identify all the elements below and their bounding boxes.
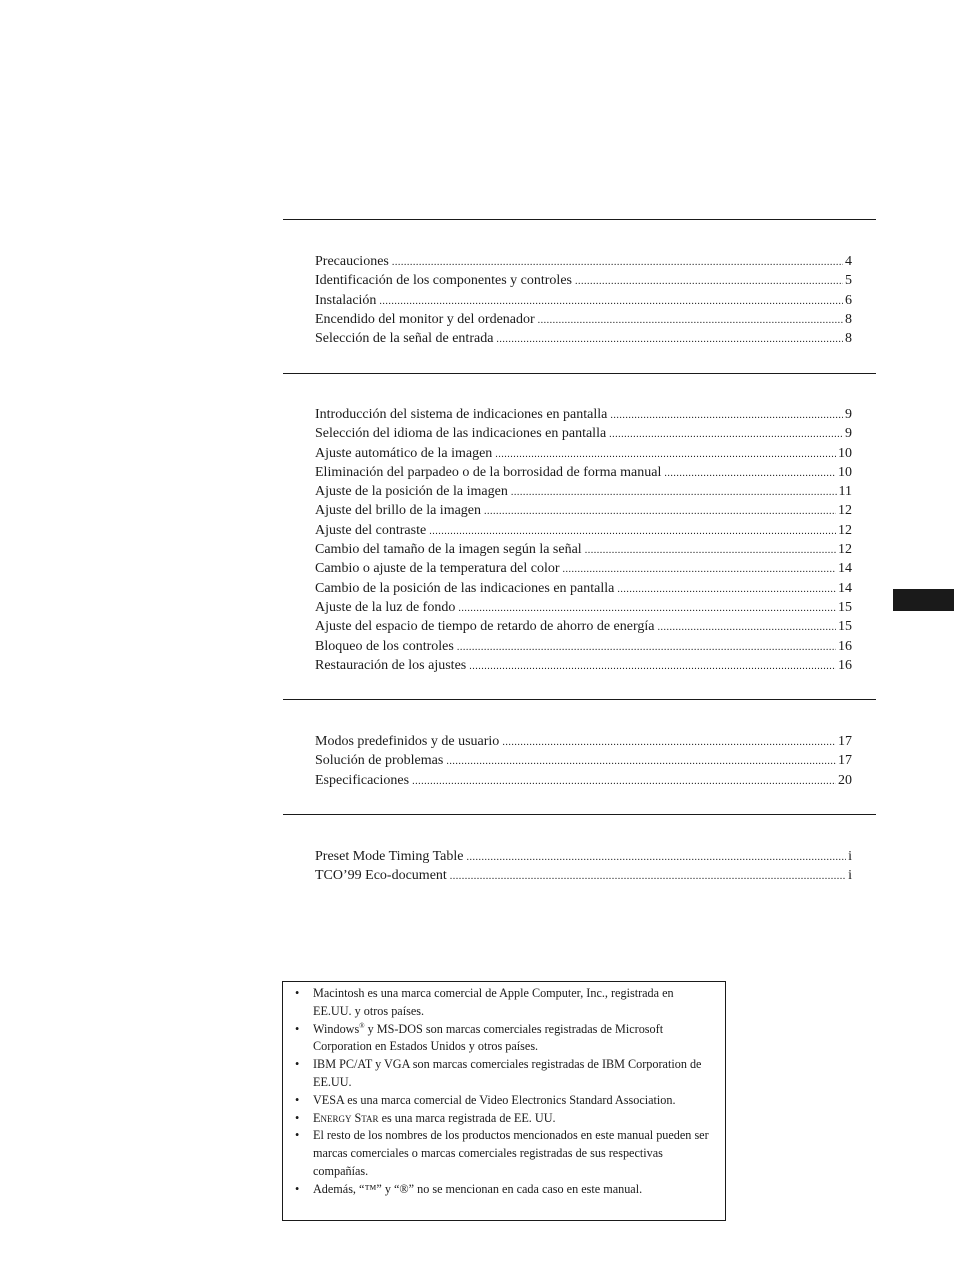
toc-entry-page: 16	[838, 657, 852, 673]
leader-dots	[511, 483, 837, 502]
leader-dots	[585, 541, 836, 560]
toc-entry-label: Ajuste automático de la imagen	[315, 445, 493, 461]
toc-entry-page: 5	[845, 273, 852, 289]
toc-entry-page: 17	[838, 753, 852, 769]
leader-dots	[563, 560, 836, 579]
toc-entry-page: 12	[838, 503, 852, 519]
leader-dots	[575, 272, 843, 291]
toc-entry-label: Cambio del tamaño de la imagen según la señal	[315, 542, 582, 558]
toc-entry-page: 10	[838, 464, 852, 480]
toc-entry[interactable]	[315, 559, 852, 578]
leader-dots	[469, 657, 836, 676]
toc-entry[interactable]	[315, 656, 852, 675]
leader-dots	[457, 638, 836, 657]
toc-entry-page: 10	[838, 445, 852, 461]
toc-entry-label: Ajuste del contraste	[315, 522, 427, 538]
toc-entry-label: Solución de problemas	[315, 753, 444, 769]
toc-entry[interactable]	[315, 732, 852, 751]
toc-entry[interactable]	[315, 482, 852, 501]
leader-dots	[379, 292, 843, 311]
toc-entry[interactable]	[315, 405, 852, 424]
toc-entry-page: 6	[845, 292, 852, 308]
leader-dots	[392, 253, 843, 272]
trademark-item	[287, 985, 711, 1021]
toc-entry[interactable]	[315, 329, 852, 348]
toc-entry-label: Precauciones	[315, 254, 389, 269]
trademark-text-post: y MS-DOS son marcas comerciales registradas de Microsoft Corporation en Estados Unidos y otros países.	[313, 1021, 664, 1054]
toc-entry-page: 15	[838, 619, 852, 635]
leader-dots	[458, 599, 836, 618]
toc-entry[interactable]	[315, 866, 852, 885]
bullet-icon: •	[295, 1057, 300, 1072]
trademark-text-post: es una marca registrada de EE. UU.	[378, 1110, 556, 1125]
toc-entry-label: Restauración de los ajustes	[315, 657, 467, 673]
toc-entry[interactable]	[315, 252, 852, 271]
toc-entry-label: Ajuste del espacio de tiempo de retardo de ahorro de energía	[315, 619, 655, 635]
leader-dots	[610, 406, 843, 425]
bullet-icon: •	[295, 1021, 300, 1036]
leader-dots	[450, 867, 846, 886]
toc-entry-label: Selección de la señal de entrada	[315, 331, 494, 347]
toc-entry-label: TCO’99 Eco-document	[315, 868, 447, 884]
toc-entry[interactable]	[315, 521, 852, 540]
toc-entry[interactable]	[315, 771, 852, 790]
bullet-icon: •	[295, 1128, 300, 1143]
toc-entry[interactable]	[315, 540, 852, 559]
toc-entry-page: 14	[838, 561, 852, 577]
toc-entry-label: Encendido del monitor y del ordenador	[315, 311, 535, 327]
toc-entry-page: 16	[838, 638, 852, 654]
energy-star-name: Energy Star	[313, 1110, 379, 1125]
toc-entry-page: i	[848, 868, 852, 884]
toc-entry-label: Ajuste del brillo de la imagen	[315, 503, 482, 519]
leader-dots	[467, 848, 847, 867]
toc-entry-label: Modos predefinidos y de usuario	[315, 734, 500, 749]
bullet-icon: •	[295, 1110, 300, 1125]
leader-dots	[446, 752, 836, 771]
trademark-text: VESA es una marca comercial de Video Electronics Standard Association.	[313, 1092, 676, 1107]
toc-entry-label: Preset Mode Timing Table	[315, 849, 464, 864]
toc-entry-page: 17	[838, 734, 852, 749]
trademark-text-pre: Windows	[313, 1021, 360, 1036]
toc-entry[interactable]	[315, 310, 852, 329]
leader-dots	[617, 580, 836, 599]
leader-dots	[412, 772, 836, 791]
section-rule-1	[283, 219, 876, 220]
trademark-item	[287, 1181, 711, 1199]
toc-entry[interactable]	[315, 637, 852, 656]
section-rule-3	[283, 699, 876, 700]
toc-entry-page: i	[848, 849, 852, 864]
toc-entry[interactable]	[315, 847, 852, 866]
leader-dots	[429, 522, 836, 541]
toc-entry-label: Selección del idioma de las indicaciones en pantalla	[315, 426, 607, 442]
toc-section-3	[315, 732, 852, 790]
leader-dots	[502, 733, 836, 752]
section-rule-4	[283, 814, 876, 815]
bullet-icon: •	[295, 1092, 300, 1107]
trademark-item	[287, 1021, 711, 1057]
section-rule-2	[283, 373, 876, 374]
language-tab-marker	[893, 589, 954, 611]
leader-dots	[664, 464, 836, 483]
trademark-item	[287, 1092, 711, 1110]
toc-entry[interactable]	[315, 751, 852, 770]
toc-entry[interactable]	[315, 463, 852, 482]
toc-entry-label: Eliminación del parpadeo o de la borrosidad de forma manual	[315, 464, 662, 480]
leader-dots	[484, 502, 836, 521]
toc-entry[interactable]	[315, 579, 852, 598]
toc-entry-label: Cambio de la posición de las indicaciones en pantalla	[315, 580, 615, 596]
trademark-text: Además, “™” y “®” no se mencionan en cada caso en este manual.	[313, 1181, 643, 1196]
leader-dots	[538, 311, 843, 330]
toc-entry-label: Ajuste de la luz de fondo	[315, 599, 456, 615]
toc-entry-page: 9	[845, 407, 852, 422]
toc-entry-label: Introducción del sistema de indicaciones en pantalla	[315, 407, 608, 422]
toc-entry-page: 11	[838, 484, 852, 500]
trademark-text: Macintosh es una marca comercial de Apple Computer, Inc., registrada en EE.UU. y otros países.	[313, 986, 674, 1018]
toc-entry[interactable]	[315, 271, 852, 290]
toc-entry-page: 14	[838, 580, 852, 596]
leader-dots	[658, 618, 837, 637]
toc-entry[interactable]	[315, 617, 852, 636]
toc-section-4	[315, 847, 852, 886]
toc-entry-label: Especificaciones	[315, 772, 410, 788]
leader-dots	[496, 330, 843, 349]
trademark-item	[287, 1127, 711, 1180]
leader-dots	[609, 425, 843, 444]
trademark-text: IBM PC/AT y VGA son marcas comerciales registradas de IBM Corporation de EE.UU.	[313, 1057, 702, 1089]
toc-entry-page: 8	[845, 311, 852, 327]
toc-entry-label: Instalación	[315, 292, 377, 308]
toc-section-2	[315, 405, 852, 675]
toc-entry-label: Ajuste de la posición de la imagen	[315, 484, 508, 500]
toc-entry-page: 12	[838, 522, 852, 538]
registered-mark: ®	[359, 1021, 365, 1030]
toc-entry[interactable]	[315, 291, 852, 310]
toc-entry[interactable]	[315, 444, 852, 463]
bullet-icon: •	[295, 986, 300, 1000]
toc-entry[interactable]	[315, 501, 852, 520]
trademark-text: El resto de los nombres de los productos mencionados en este manual pueden ser marcas comerciales o marcas comerciales registradas de sus respectivas compañías.	[313, 1128, 709, 1178]
toc-entry-page: 12	[838, 542, 852, 558]
toc-entry-page: 4	[845, 254, 852, 269]
toc-entry[interactable]	[315, 598, 852, 617]
toc-entry-label: Cambio o ajuste de la temperatura del color	[315, 561, 560, 577]
bullet-icon: •	[295, 1181, 300, 1196]
leader-dots	[495, 445, 836, 464]
toc-section-1	[315, 252, 852, 348]
toc-entry-page: 9	[845, 426, 852, 442]
trademark-item	[287, 1056, 711, 1092]
trademark-notice	[282, 981, 726, 1221]
toc-entry-page: 8	[845, 331, 852, 347]
trademark-list	[287, 985, 711, 1199]
trademark-item	[287, 1110, 711, 1128]
toc-entry-label: Bloqueo de los controles	[315, 638, 454, 654]
toc-entry-page: 20	[838, 772, 852, 788]
toc-entry-page: 15	[838, 599, 852, 615]
toc-entry[interactable]	[315, 424, 852, 443]
toc-entry-label: Identificación de los componentes y controles	[315, 273, 572, 289]
